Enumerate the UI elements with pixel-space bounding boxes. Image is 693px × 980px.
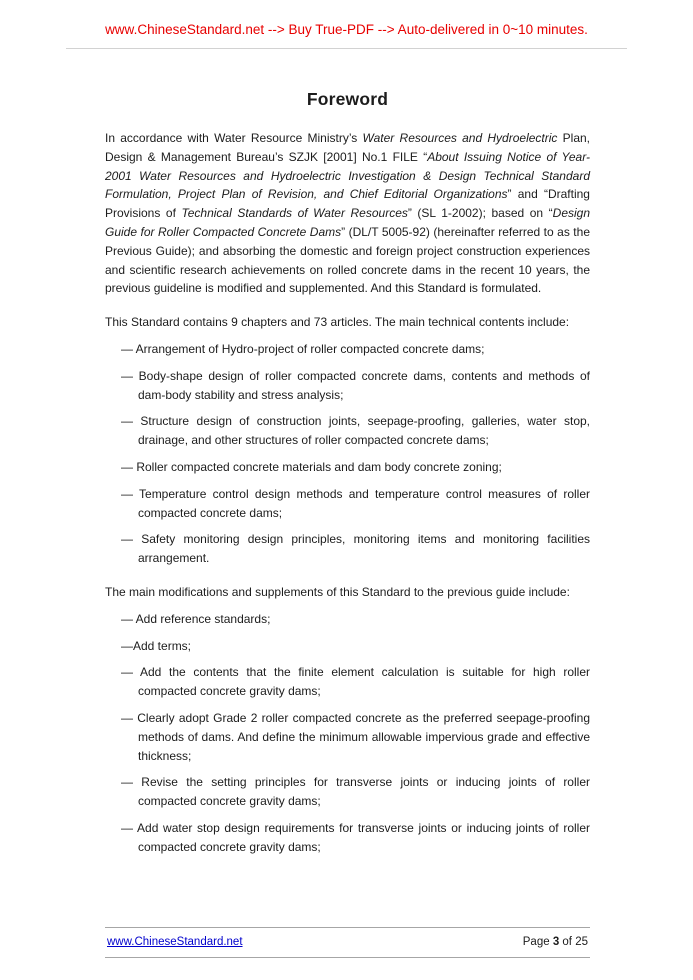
modifications-list bbox=[105, 610, 590, 857]
page-content bbox=[105, 89, 590, 857]
list-item: — Clearly adopt Grade 2 roller compacted concrete as the preferred seepage-proofing methods of dams. And define the minimum allowable impervious grade and effective thickness; bbox=[121, 710, 590, 763]
page-number-label bbox=[523, 936, 588, 948]
paragraph-modifications-lead: The main modifications and supplements of this Standard to the previous guide include: bbox=[105, 584, 570, 599]
list-item: — Arrangement of Hydro-project of roller compacted concrete dams; bbox=[121, 341, 485, 356]
page-number-value: 3 bbox=[552, 936, 560, 948]
page-title: Foreword bbox=[306, 89, 389, 109]
list-item: — Roller compacted concrete materials and dam body concrete zoning; bbox=[121, 459, 502, 474]
text-run: Plan, Design & Management Bureau’s SZJK [2001] No.1 FILE “ bbox=[105, 131, 591, 164]
list-item: — Body-shape design of roller compacted concrete dams, contents and methods of dam-body stability and stress analysis; bbox=[121, 368, 590, 402]
page-footer bbox=[105, 927, 590, 958]
paragraph-intro bbox=[105, 129, 590, 298]
list-item: — Add the contents that the finite element calculation is suitable for high roller compacted concrete gravity dams; bbox=[121, 665, 590, 699]
paragraph-contents-lead: This Standard contains 9 chapters and 73 articles. The main technical contents include: bbox=[105, 315, 570, 330]
list-item: — Revise the setting principles for transverse joints or inducing joints of roller compacted concrete gravity dams; bbox=[121, 775, 590, 809]
text-run: ” (DL/T 5005-92) (hereinafter referred to as the Previous Guide); and absorbing the domestic and foreign project construction experiences and scientific research achievements on rolled concrete dams in the recent 10 years, the previous guideline is modified and supplemented. And this Standard is formulated. bbox=[105, 224, 590, 296]
text-run: In accordance with Water Resource Ministry’s bbox=[105, 131, 363, 145]
text-run: About Issuing Notice of Year-2001 Water Resources and Hydroelectric Investigation & Design Technical Standard Formulation, Project Plan of Revision, and Chief Editorial Organizations bbox=[105, 149, 590, 202]
list-item: — Temperature control design methods and temperature control measures of roller compacted concrete dams; bbox=[121, 486, 590, 520]
list-item: — Safety monitoring design principles, monitoring items and monitoring facilities arrangement. bbox=[121, 532, 590, 566]
text-run: ” and “Drafting Provisions of bbox=[105, 187, 590, 221]
technical-contents-list bbox=[105, 340, 590, 568]
footer-website-link[interactable]: www.ChineseStandard.net bbox=[107, 936, 243, 948]
list-item: — Structure design of construction joints, seepage-proofing, galleries, water stop, drainage, and other structures of roller compacted concrete dams; bbox=[121, 414, 590, 448]
list-item: —Add terms; bbox=[121, 638, 192, 653]
list-item: — Add water stop design requirements for transverse joints or inducing joints of roller compacted concrete gravity dams; bbox=[121, 820, 590, 854]
text-run: Design Guide for Roller Compacted Concrete Dams bbox=[105, 206, 591, 239]
text-run: Water Resources and Hydroelectric bbox=[362, 131, 558, 145]
text-run: Technical Standards of Water Resources bbox=[181, 206, 408, 221]
promo-header: www.ChineseStandard.net --> Buy True-PDF --> Auto-delivered in 0~10 minutes. bbox=[66, 22, 627, 49]
list-item: — Add reference standards; bbox=[121, 611, 271, 626]
page-number-prefix: Page bbox=[522, 936, 553, 948]
text-run: ” (SL 1-2002); based on “ bbox=[407, 206, 553, 221]
page-number-suffix: of 25 bbox=[559, 936, 588, 948]
